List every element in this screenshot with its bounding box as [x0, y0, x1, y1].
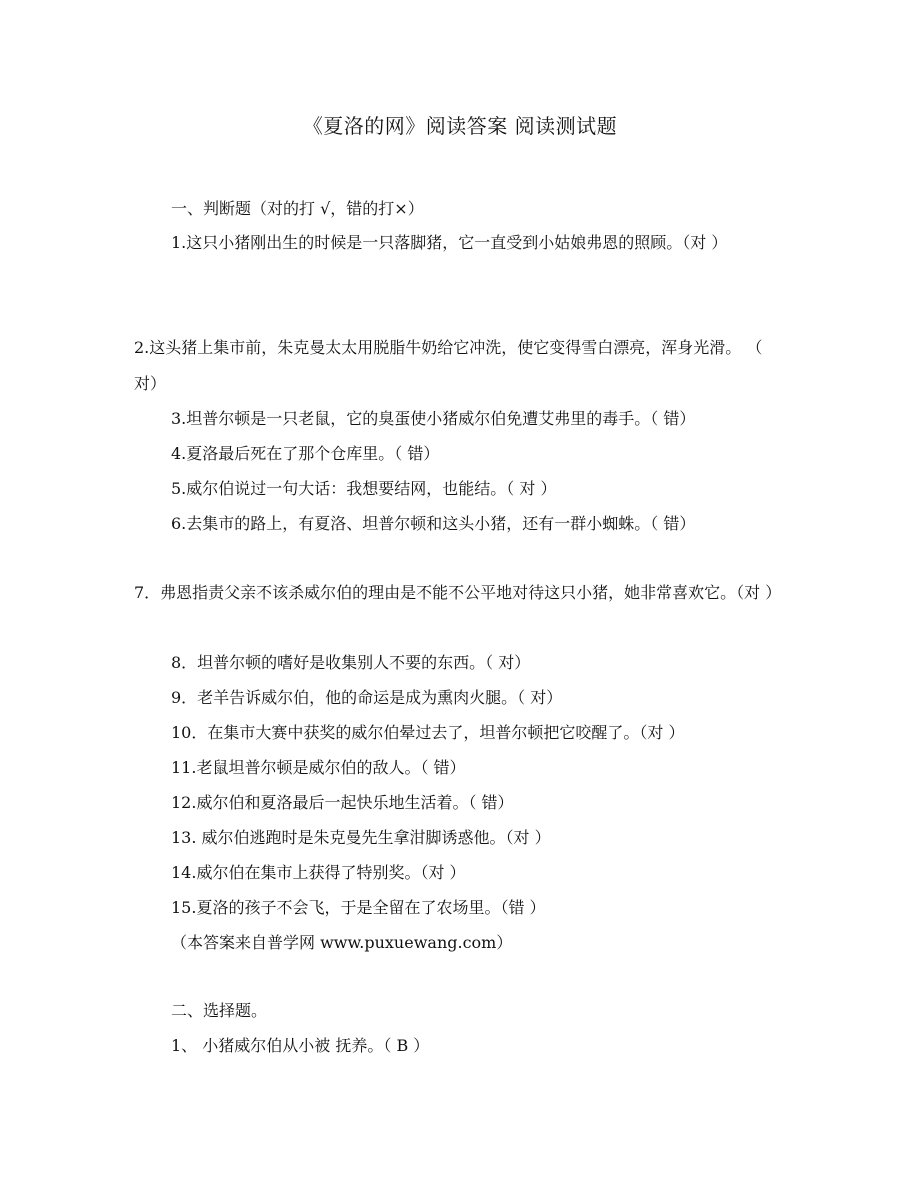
question-15: 15.夏洛的孩子不会飞，于是全留在了农场里。（错 ）: [171, 898, 546, 917]
question-11: 11.老鼠坦普尔顿是威尔伯的敌人。（ 错）: [171, 758, 466, 777]
section-heading-true-false: 一、判断题（对的打 √，错的打×）: [171, 199, 424, 218]
page-title: 《夏洛的网》阅读答案 阅读测试题: [302, 114, 618, 138]
question-8: 8．坦普尔顿的嗜好是收集别人不要的东西。（ 对）: [171, 653, 531, 672]
question-6: 6.去集市的路上，有夏洛、坦普尔顿和这头小猪，还有一群小蜘蛛。（ 错）: [171, 514, 696, 533]
question-14: 14.威尔伯在集市上获得了特别奖。（对 ）: [171, 863, 466, 882]
question-13: 13. 威尔伯逃跑时是朱克曼先生拿泔脚诱惑他。（对 ）: [171, 828, 551, 847]
question-2: 2.这头猪上集市前，朱克曼太太用脱脂牛奶给它冲洗，使它变得雪白漂亮，浑身光滑。 （ 对）: [134, 338, 763, 393]
question-3: 3.坦普尔顿是一只老鼠，它的臭蛋使小猪威尔伯免遭艾弗里的毒手。（ 错）: [171, 409, 696, 428]
question-12: 12.威尔伯和夏洛最后一起快乐地生活着。（ 错）: [171, 793, 514, 812]
question-4: 4.夏洛最后死在了那个仓库里。（ 错）: [171, 444, 440, 463]
question-9: 9．老羊告诉威尔伯，他的命运是成为熏肉火腿。（ 对）: [171, 688, 563, 707]
question-7: 7．弗恩指责父亲不该杀威尔伯的理由是不能不公平地对待这只小猪，她非常喜欢它。（对 ）: [134, 583, 782, 602]
choice-question-1: 1、 小猪威尔伯从小被 抚养。（ B ）: [171, 1036, 430, 1055]
question-10: 10．在集市大赛中获奖的威尔伯晕过去了，坦普尔顿把它咬醒了。（对 ）: [171, 723, 685, 742]
question-1: 1.这只小猪刚出生的时候是一只落脚猪，它一直受到小姑娘弗恩的照顾。（对 ）: [171, 233, 728, 252]
question-5: 5.威尔伯说过一句大话：我想要结网，也能结。（ 对 ）: [171, 479, 557, 498]
source-note: （本答案来自普学网 www.puxuewang.com）: [171, 933, 513, 952]
section-heading-multiple-choice: 二、选择题。: [171, 1001, 268, 1020]
